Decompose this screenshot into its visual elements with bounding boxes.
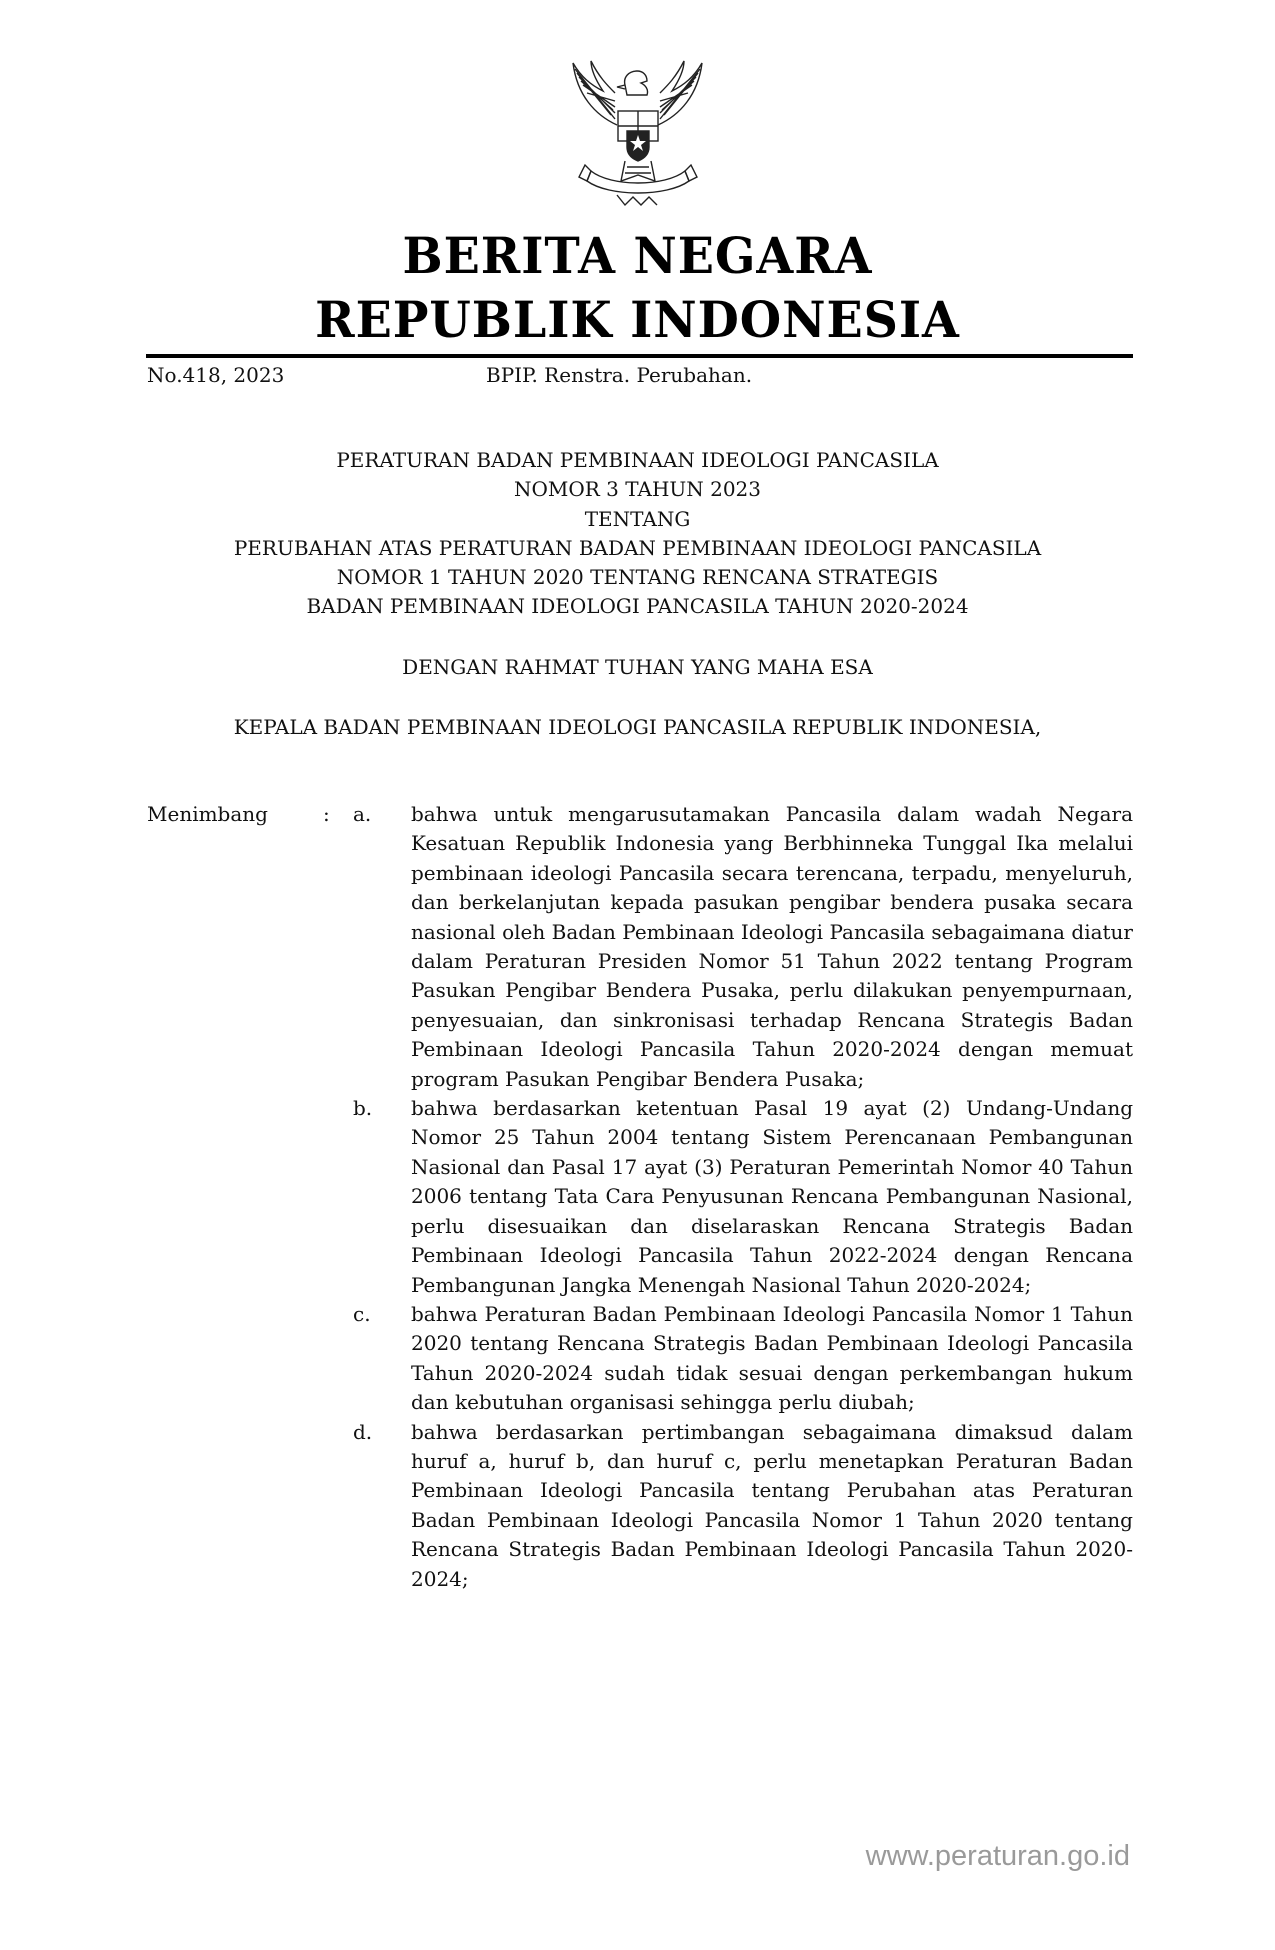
regulation-heading-line: BADAN PEMBINAAN IDEOLOGI PANCASILA TAHUN 2020-2024 [306,594,969,619]
source-watermark: www.peraturan.go.id [865,1840,1130,1872]
gazette-number: No.418, 2023 [147,363,285,387]
considerations-list [353,800,1133,1594]
regulation-heading-line: NOMOR 3 TAHUN 2023 [513,477,761,502]
gazette-title: BERITA NEGARA [402,226,873,285]
authority-line: KEPALA BADAN PEMBINAAN IDEOLOGI PANCASILA REPUBLIK INDONESIA, [233,715,1042,739]
item-letter: a. [353,802,372,826]
item-letter: c. [353,1301,371,1326]
item-text: bahwa Peraturan Badan Pembinaan Ideologi Pancasila Nomor 1 Tahun 2020 tentang Rencana Strategis Badan Pembinaan Ideologi Pancasila Tahun 2020-2024 sudah tidak sesuai dengan perkembangan hukum dan kebutuhan organisasi sehingga perlu diubah; [411,1301,1133,1415]
consideration-item [353,1094,1133,1300]
regulation-heading [0,446,1275,622]
item-letter: d. [353,1419,373,1444]
regulation-heading-line: PERUBAHAN ATAS PERATURAN BADAN PEMBINAAN IDEOLOGI PANCASILA [233,535,1042,560]
regulation-heading-line: NOMOR 1 TAHUN 2020 TENTANG RENCANA STRATEGIS [336,565,939,590]
regulation-heading-line: PERATURAN BADAN PEMBINAAN IDEOLOGI PANCASILA [336,448,939,472]
gazette-subject: BPIP. Renstra. Perubahan. [486,363,753,387]
regulation-heading-line: TENTANG [584,506,691,531]
considerations-colon: : [323,802,330,826]
item-text: bahwa berdasarkan pertimbangan sebagaimana dimaksud dalam huruf a, huruf b, dan huruf c, perlu menetapkan Peraturan Badan Pembinaan Ideologi Pancasila tentang Perubahan atas Peraturan Badan Pembinaan Ideologi Pancasila Nomor 1 Tahun 2020 tentang Rencana Strategis Badan Pembinaan Ideologi Pancasila Tahun 2020-2024; [411,1419,1133,1591]
gazette-subtitle: REPUBLIK INDONESIA [315,290,960,349]
item-text: bahwa berdasarkan ketentuan Pasal 19 ayat (2) Undang-Undang Nomor 25 Tahun 2004 tentang Sistem Perencanaan Pembangunan Nasional dan Pasal 17 ayat (3) Peraturan Pemerintah Nomor 40 Tahun 2006 tentang Tata Cara Penyusunan Rencana Pembangunan Nasional, perlu disesuaikan dan diselaraskan Rencana Strategis Badan Pembinaan Ideologi Pancasila Tahun 2022-2024 dengan Rencana Pembangunan Jangka Menengah Nasional Tahun 2020-2024; [411,1096,1133,1297]
consideration-item [353,1300,1133,1418]
considerations-label: Menimbang [147,802,268,826]
garuda-pancasila-emblem-icon [555,55,720,210]
invocation: DENGAN RAHMAT TUHAN YANG MAHA ESA [402,655,873,679]
consideration-item [353,800,1133,1094]
header-divider [146,354,1133,358]
item-text: bahwa untuk mengarusutamakan Pancasila dalam wadah Negara Kesatuan Republik Indonesia yang Berbhinneka Tunggal Ika melalui pembinaan ideologi Pancasila secara terencana, terpadu, menyeluruh, dan berkelanjutan kepada pasukan pengibar bendera pusaka secara nasional oleh Badan Pembinaan Ideologi Pancasila sebagaimana diatur dalam Peraturan Presiden Nomor 51 Tahun 2022 tentang Program Pasukan Pengibar Bendera Pusaka, perlu dilakukan penyempurnaan, penyesuaian, dan sinkronisasi terhadap Rencana Strategis Badan Pembinaan Ideologi Pancasila Tahun 2020-2024 dengan memuat program Pasukan Pengibar Bendera Pusaka; [411,802,1133,1091]
item-letter: b. [353,1096,373,1121]
consideration-item [353,1418,1133,1594]
